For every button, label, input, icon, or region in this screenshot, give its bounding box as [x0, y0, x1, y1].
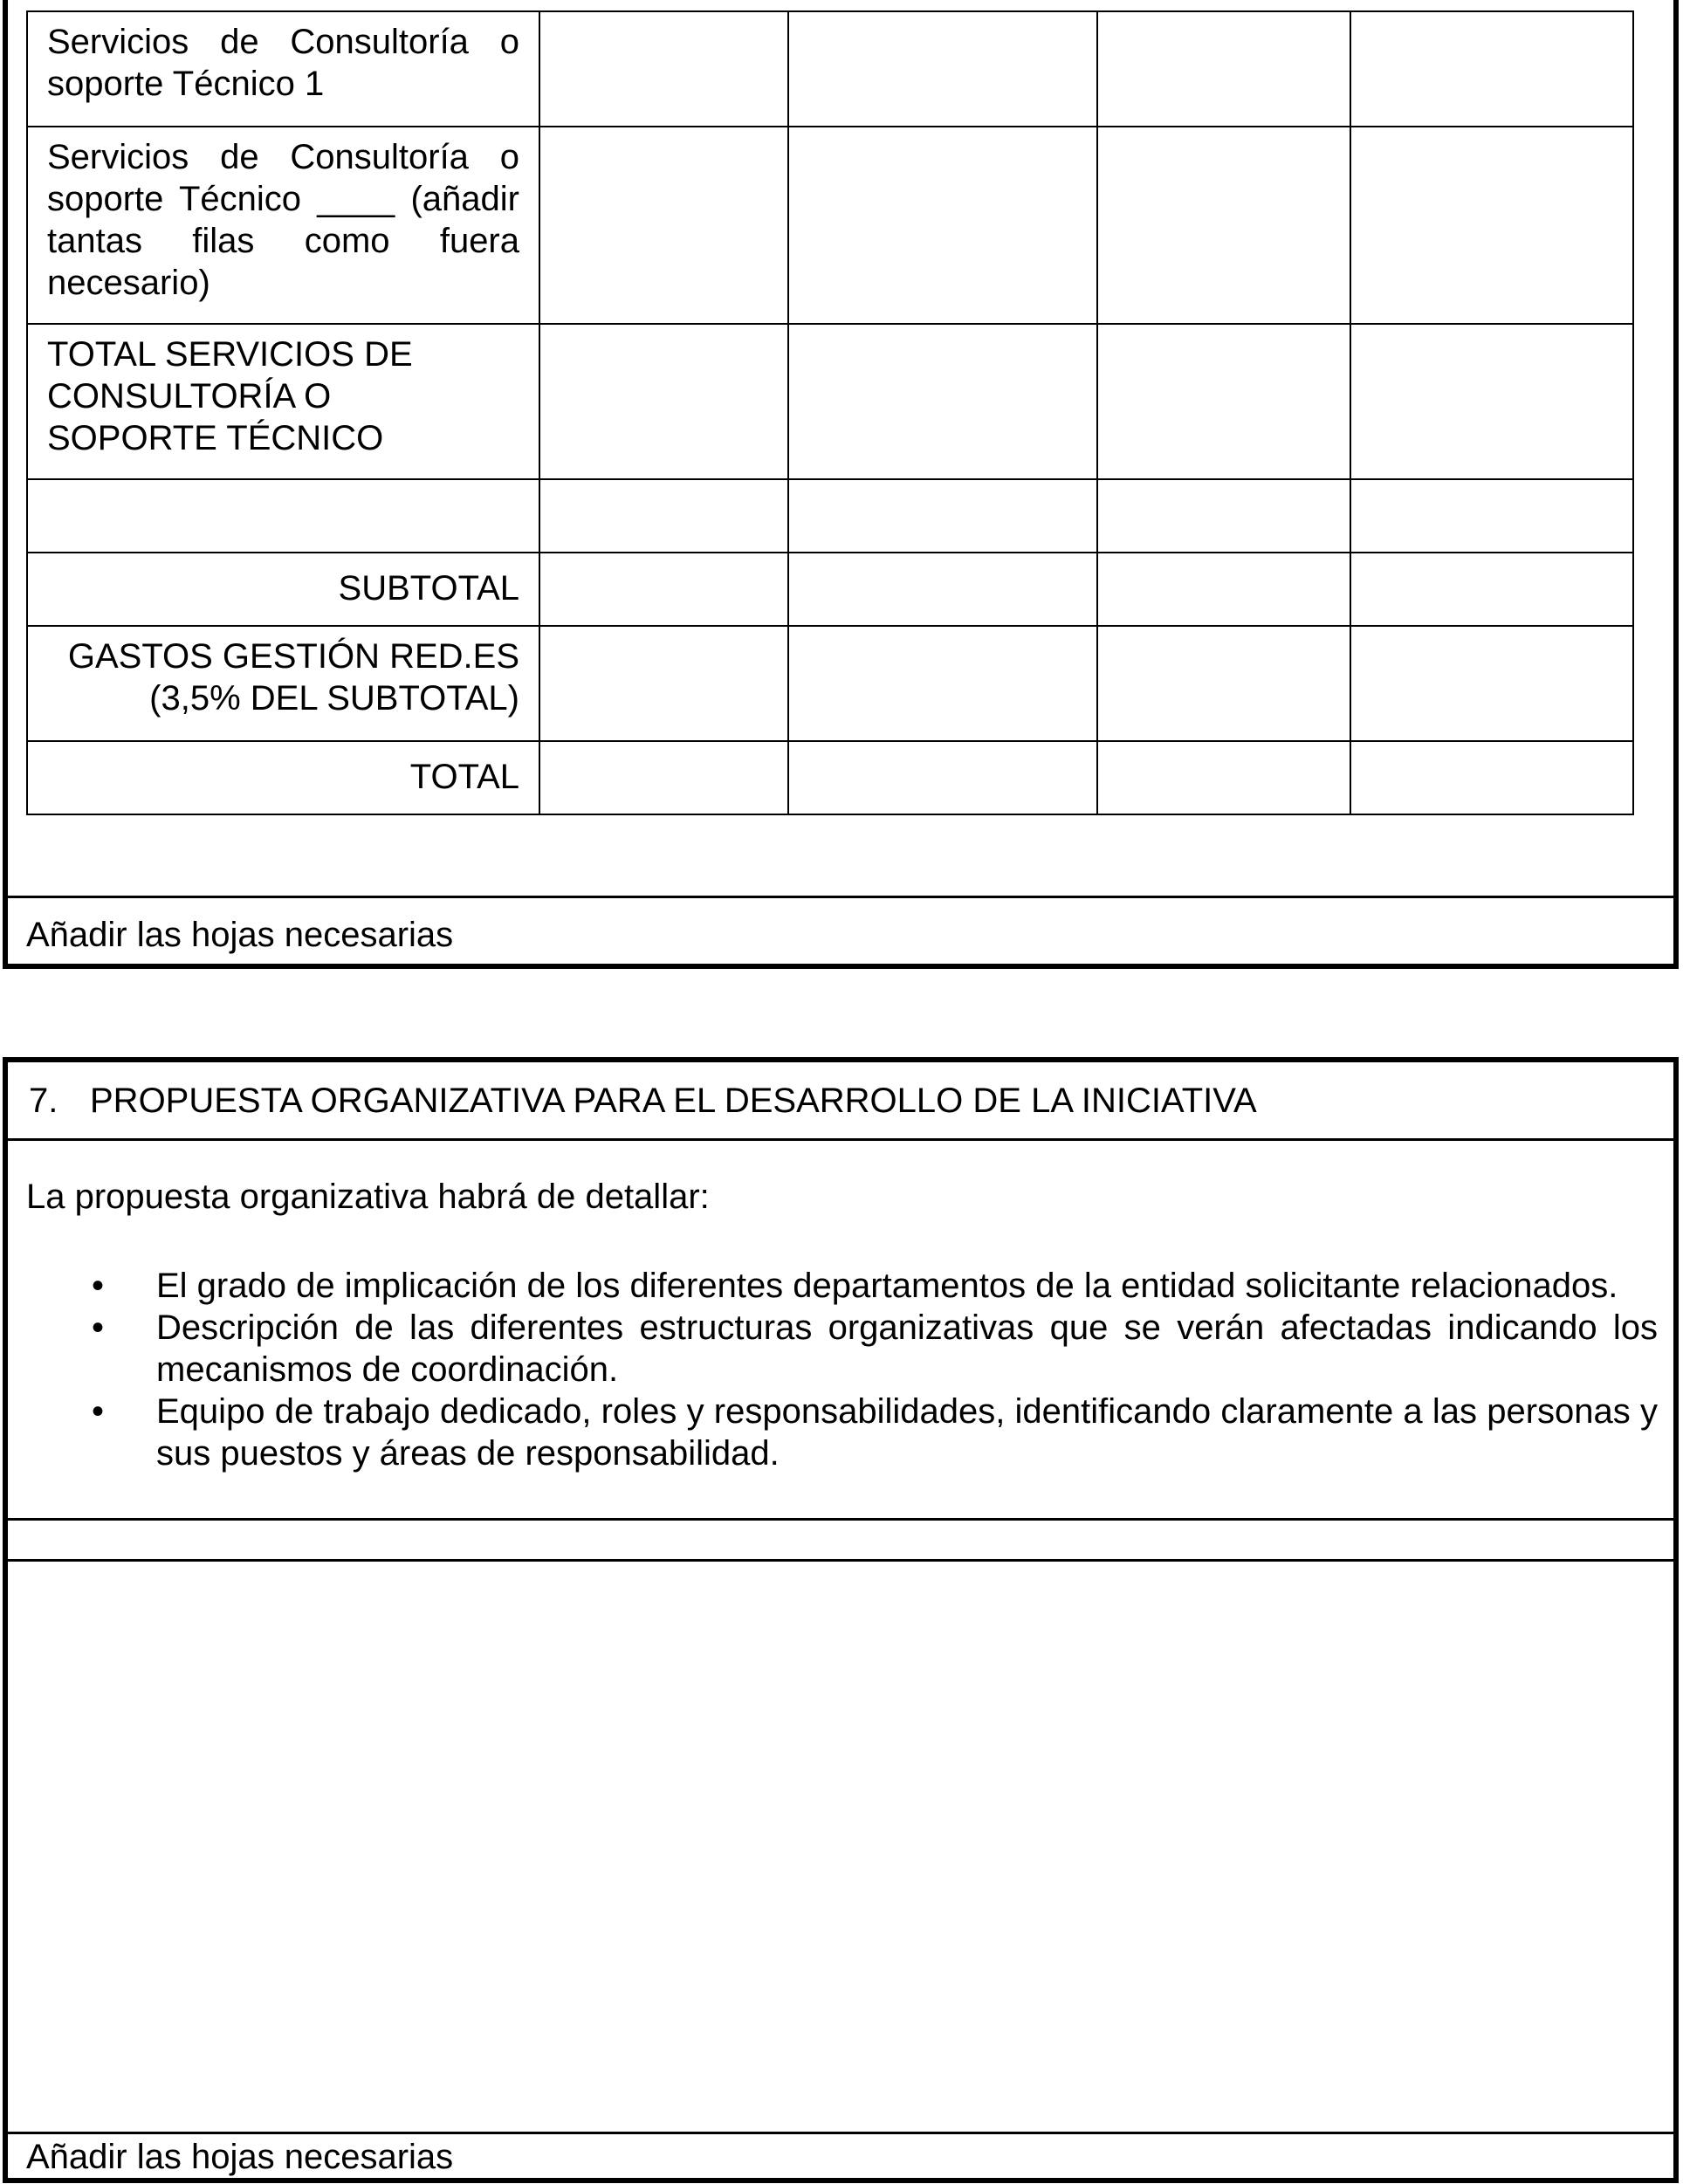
list-item-text: Equipo de trabajo dedicado, roles y responsabilidades, identificando claramente a las personas y sus puestos y áreas de responsabilidad.: [156, 1392, 1658, 1473]
table-cell[interactable]: [1350, 11, 1633, 127]
table-cell[interactable]: [539, 553, 788, 626]
add-pages-note: Añadir las hojas necesarias: [8, 896, 1673, 969]
bullet-icon: •: [92, 1392, 105, 1431]
table-cell[interactable]: [788, 127, 1097, 324]
table-cell[interactable]: [1097, 626, 1350, 741]
table-row: [27, 324, 1633, 479]
table-cell[interactable]: [788, 553, 1097, 626]
table-cell[interactable]: [1097, 11, 1350, 127]
section-title: PROPUESTA ORGANIZATIVA PARA EL DESARROLLO DE LA INICIATIVA: [90, 1082, 1257, 1120]
table-cell[interactable]: [539, 11, 788, 127]
row-label: TOTAL SERVICIOS DE CONSULTORÍA O SOPORTE TÉCNICO: [27, 324, 539, 479]
management-fees-label: [27, 626, 539, 741]
table-cell[interactable]: [1097, 553, 1350, 626]
management-fees-line2: (3,5% DEL SUBTOTAL): [149, 679, 519, 718]
table-cell[interactable]: [1350, 553, 1633, 626]
table-cell[interactable]: [1097, 741, 1350, 814]
table-cell[interactable]: [539, 127, 788, 324]
table-cell[interactable]: [788, 741, 1097, 814]
table-cell[interactable]: [539, 741, 788, 814]
table-row: [27, 626, 1633, 741]
table-cell[interactable]: [1350, 324, 1633, 479]
table-cell[interactable]: [539, 324, 788, 479]
table-row: [27, 553, 1633, 626]
table-cell[interactable]: [539, 479, 788, 553]
row-label: [27, 479, 539, 553]
bullet-icon: •: [92, 1267, 105, 1305]
table-cell[interactable]: [1350, 479, 1633, 553]
section-number: 7.: [29, 1082, 58, 1120]
table-cell[interactable]: [1097, 324, 1350, 479]
table-cell[interactable]: [1350, 741, 1633, 814]
list-item: [8, 1265, 1666, 1307]
table-row: [27, 127, 1633, 324]
list-item-text: El grado de implicación de los diferentes departamentos de la entidad solicitante relacionados.: [156, 1267, 1618, 1305]
table-cell[interactable]: [788, 11, 1097, 127]
table-cell[interactable]: [1097, 479, 1350, 553]
table-cell[interactable]: [788, 479, 1097, 553]
table-cell[interactable]: [1097, 127, 1350, 324]
subtotal-label: SUBTOTAL: [27, 553, 539, 626]
section-intro: La propuesta organizativa habrá de detallar:: [26, 1178, 710, 1216]
response-area[interactable]: [8, 1562, 1673, 2132]
table-cell[interactable]: [1350, 626, 1633, 741]
requirements-list: [8, 1265, 1666, 1474]
table-cell[interactable]: [539, 626, 788, 741]
add-pages-note: Añadir las hojas necesarias: [8, 2132, 1673, 2184]
list-item: [8, 1307, 1666, 1391]
budget-table: [26, 10, 1634, 815]
row-label: Servicios de Consultoría o soporte Técnico 1: [27, 11, 539, 127]
management-fees-line1: GASTOS GESTIÓN RED.ES: [67, 637, 519, 676]
list-item: [8, 1391, 1666, 1474]
total-label: TOTAL: [27, 741, 539, 814]
table-cell[interactable]: [1350, 127, 1633, 324]
table-row: [27, 11, 1633, 127]
section-heading: [8, 1062, 1673, 1141]
organizational-proposal-section: [3, 1057, 1679, 2183]
table-row: [27, 479, 1633, 553]
empty-row[interactable]: [8, 1518, 1673, 1562]
table-cell[interactable]: [788, 324, 1097, 479]
row-label: Servicios de Consultoría o soporte Técnico ____ (añadir tantas filas como fuera necesario): [27, 127, 539, 324]
bullet-icon: •: [92, 1308, 105, 1347]
table-cell[interactable]: [788, 626, 1097, 741]
budget-section: [3, 0, 1679, 969]
list-item-text: Descripción de las diferentes estructuras organizativas que se verán afectadas indicando los mecanismos de coordinación.: [156, 1308, 1658, 1389]
table-row: [27, 741, 1633, 814]
